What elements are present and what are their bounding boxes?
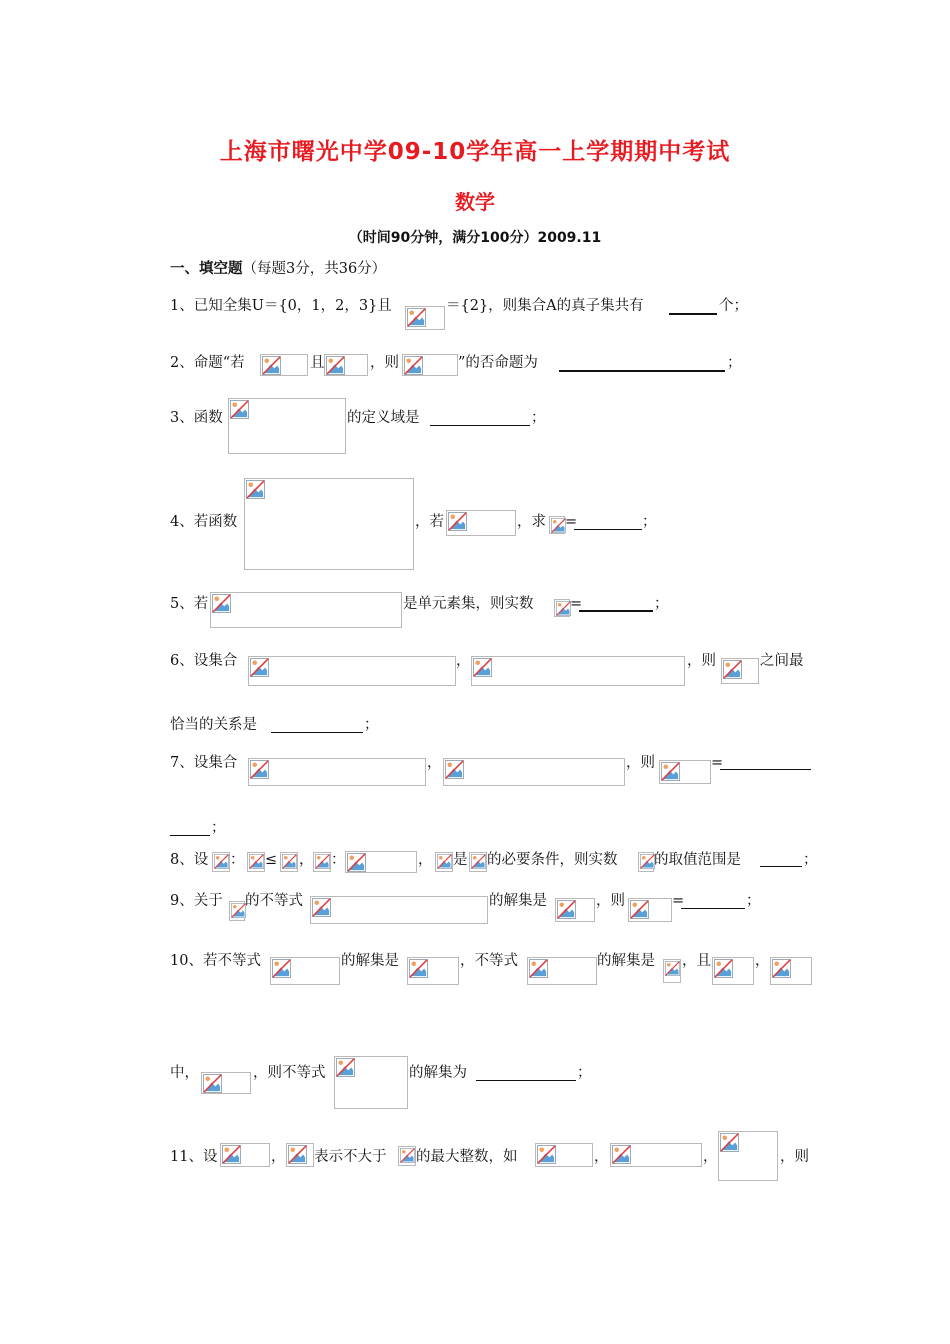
formula-image <box>228 398 346 454</box>
formula-image <box>286 1143 314 1167</box>
q7-text-d: = <box>711 755 724 771</box>
q11-text-a: 11、设 <box>170 1149 218 1165</box>
q8-text-c: ≤ <box>265 852 278 868</box>
q7-text-b: ， <box>427 755 442 771</box>
q1-text-a: 1、已知全集U＝{0，1，2，3}且 <box>170 298 392 314</box>
broken-image-icon <box>222 1145 241 1164</box>
q8-text-f: ， <box>418 852 433 868</box>
q4-text-a: 4、若函数 <box>170 514 238 530</box>
q8-text-j: ； <box>803 852 818 868</box>
q4-text-b: ，若 <box>415 514 444 530</box>
q11-text-f: ， <box>703 1149 718 1165</box>
broken-image-icon <box>723 660 742 679</box>
broken-image-icon <box>336 1058 355 1077</box>
q10-text-a: 10、若不等式 <box>170 953 261 969</box>
formula-image <box>770 957 812 985</box>
q3-text-b: 的定义域是 <box>347 410 420 426</box>
broken-image-icon <box>471 854 486 869</box>
broken-image-icon <box>212 594 231 613</box>
q6-text-c: ，则 <box>687 653 716 669</box>
q11-text-d: 的最大整数，如 <box>416 1149 518 1165</box>
formula-image <box>554 599 570 617</box>
broken-image-icon <box>720 1133 739 1152</box>
formula-image <box>260 354 308 376</box>
answer-blank[interactable] <box>669 313 717 315</box>
q10-text-j: ； <box>577 1065 592 1081</box>
q7-text-e: ； <box>211 820 226 836</box>
q3-text-a: 3、函数 <box>170 410 223 426</box>
q2-text-a: 2、命题“若 <box>170 355 245 371</box>
q2-text-d: ”的否命题为 <box>458 355 538 371</box>
formula-image <box>229 901 245 921</box>
broken-image-icon <box>661 762 680 781</box>
q10-text-h: ，则不等式 <box>253 1065 326 1081</box>
q10-text-g: 中， <box>170 1065 199 1081</box>
q9-text-d: ，则 <box>596 893 625 909</box>
formula-image <box>718 1131 778 1181</box>
answer-blank[interactable] <box>760 866 802 867</box>
q11-text-c: 表示不大于 <box>314 1149 387 1165</box>
answer-blank[interactable] <box>559 370 725 372</box>
broken-image-icon <box>404 356 423 375</box>
q7-text-c: ，则 <box>626 755 655 771</box>
q5-text-c: = <box>570 596 583 612</box>
q2-text-c: ，则 <box>370 355 399 371</box>
q10-text-d: 的解集是 <box>597 953 655 969</box>
q11-text-g: ，则 <box>780 1149 809 1165</box>
q9-text-a: 9、关于 <box>170 893 223 909</box>
broken-image-icon <box>214 854 229 869</box>
broken-image-icon <box>288 1145 307 1164</box>
broken-image-icon <box>612 1145 631 1164</box>
formula-image <box>280 852 298 872</box>
answer-blank[interactable] <box>574 529 642 530</box>
q8-text-a: 8、设 <box>170 852 209 868</box>
formula-image <box>549 516 565 534</box>
section-note: （每题3分，共36分） <box>242 261 387 277</box>
q8-text-d: ， <box>299 852 314 868</box>
q11-text-b: ， <box>271 1149 286 1165</box>
formula-image <box>248 758 426 786</box>
answer-blank[interactable] <box>476 1080 576 1081</box>
q8-text-e: ： <box>331 852 346 868</box>
formula-image <box>212 852 230 872</box>
q4-text-d: = <box>565 514 578 530</box>
broken-image-icon <box>409 959 428 978</box>
answer-blank[interactable] <box>271 732 363 733</box>
section-heading <box>170 259 386 279</box>
formula-image <box>435 852 453 872</box>
formula-image <box>247 852 265 872</box>
broken-image-icon <box>407 308 426 327</box>
q2-text-b: 且 <box>310 355 325 371</box>
q10-text-i: 的解集为 <box>409 1065 467 1081</box>
subject-title: 数学 <box>455 190 495 214</box>
broken-image-icon <box>772 959 791 978</box>
formula-image <box>407 957 459 985</box>
q4-text-e: ； <box>642 514 657 530</box>
broken-image-icon <box>437 854 452 869</box>
q6-text-f: ； <box>364 717 379 733</box>
broken-image-icon <box>315 854 330 869</box>
q6-text-e: 恰当的关系是 <box>170 717 257 733</box>
broken-image-icon <box>630 900 649 919</box>
formula-image <box>610 1143 702 1167</box>
q10-text-b: 的解集是 <box>341 953 399 969</box>
formula-image <box>210 592 402 628</box>
q1-text-c: 个； <box>719 298 748 314</box>
formula-image <box>663 959 681 983</box>
q5-text-b: 是单元素集，则实数 <box>403 596 534 612</box>
formula-image <box>398 1146 416 1166</box>
q9-text-c: 的解集是 <box>489 893 547 909</box>
formula-image <box>555 898 595 922</box>
broken-image-icon <box>347 853 366 872</box>
broken-image-icon <box>262 356 281 375</box>
exam-info: （时间90分钟，满分100分）2009.11 <box>348 230 602 246</box>
q4-text-c: ，求 <box>517 514 546 530</box>
broken-image-icon <box>445 760 464 779</box>
formula-image <box>248 656 456 686</box>
broken-image-icon <box>312 898 331 917</box>
broken-image-icon <box>203 1074 222 1093</box>
broken-image-icon <box>556 601 571 616</box>
answer-blank[interactable] <box>720 769 811 770</box>
q11-text-e: ， <box>594 1149 609 1165</box>
broken-image-icon <box>282 854 297 869</box>
formula-image <box>638 852 654 872</box>
broken-image-icon <box>326 356 345 375</box>
broken-image-icon <box>246 480 265 499</box>
formula-image <box>402 354 458 376</box>
q10-text-c: ，不等式 <box>460 953 518 969</box>
broken-image-icon <box>272 959 291 978</box>
formula-image <box>721 658 759 684</box>
q5-text-d: ； <box>654 596 669 612</box>
formula-image <box>220 1143 270 1167</box>
q8-text-b: ： <box>230 852 245 868</box>
formula-image <box>471 656 685 686</box>
broken-image-icon <box>249 854 264 869</box>
answer-blank[interactable] <box>579 610 653 612</box>
q10-text-e: ，且 <box>682 953 711 969</box>
broken-image-icon <box>400 1148 415 1163</box>
broken-image-icon <box>448 512 467 531</box>
answer-blank[interactable] <box>430 425 530 426</box>
formula-image <box>469 852 487 872</box>
broken-image-icon <box>230 400 249 419</box>
q6-text-b: ， <box>456 653 471 669</box>
broken-image-icon <box>551 518 566 533</box>
broken-image-icon <box>537 1145 556 1164</box>
formula-image <box>270 957 340 985</box>
formula-image <box>535 1143 593 1167</box>
formula-image <box>443 758 625 786</box>
broken-image-icon <box>473 658 492 677</box>
q9-text-b: 的不等式 <box>245 893 303 909</box>
formula-image <box>405 306 445 330</box>
q6-text-a: 6、设集合 <box>170 653 238 669</box>
broken-image-icon <box>557 900 576 919</box>
answer-blank-continued[interactable] <box>170 835 210 836</box>
broken-image-icon <box>640 854 655 869</box>
q3-text-c: ； <box>531 410 546 426</box>
formula-image <box>244 478 414 570</box>
formula-image <box>446 510 516 536</box>
broken-image-icon <box>250 760 269 779</box>
answer-blank[interactable] <box>681 908 745 909</box>
q2-text-e: ； <box>727 355 742 371</box>
q8-text-i: 的取值范围是 <box>654 852 741 868</box>
broken-image-icon <box>714 959 733 978</box>
q1-text-b: ＝{2}，则集合A的真子集共有 <box>446 298 644 314</box>
formula-image <box>628 898 672 922</box>
q9-text-e: = <box>672 893 685 909</box>
broken-image-icon <box>529 959 548 978</box>
q8-text-g: 是 <box>453 852 468 868</box>
formula-image <box>712 957 754 985</box>
formula-image <box>527 957 597 985</box>
formula-image <box>324 354 368 376</box>
q5-text-a: 5、若 <box>170 596 209 612</box>
formula-image <box>313 852 331 872</box>
q9-text-f: ； <box>746 893 761 909</box>
exam-title: 上海市曙光中学09-10学年高一上学期期中考试 <box>219 139 731 165</box>
formula-image <box>334 1056 408 1109</box>
section-label: 一、填空题 <box>170 261 243 277</box>
q10-text-f: ， <box>755 953 770 969</box>
q7-text-a: 7、设集合 <box>170 755 238 771</box>
formula-image <box>201 1072 251 1094</box>
formula-image <box>310 896 488 924</box>
formula-image <box>659 760 711 784</box>
q8-text-h: 的必要条件，则实数 <box>487 852 618 868</box>
broken-image-icon <box>250 658 269 677</box>
broken-image-icon <box>231 903 246 918</box>
broken-image-icon <box>665 961 680 976</box>
formula-image <box>345 851 417 873</box>
q6-text-d: 之间最 <box>760 653 804 669</box>
